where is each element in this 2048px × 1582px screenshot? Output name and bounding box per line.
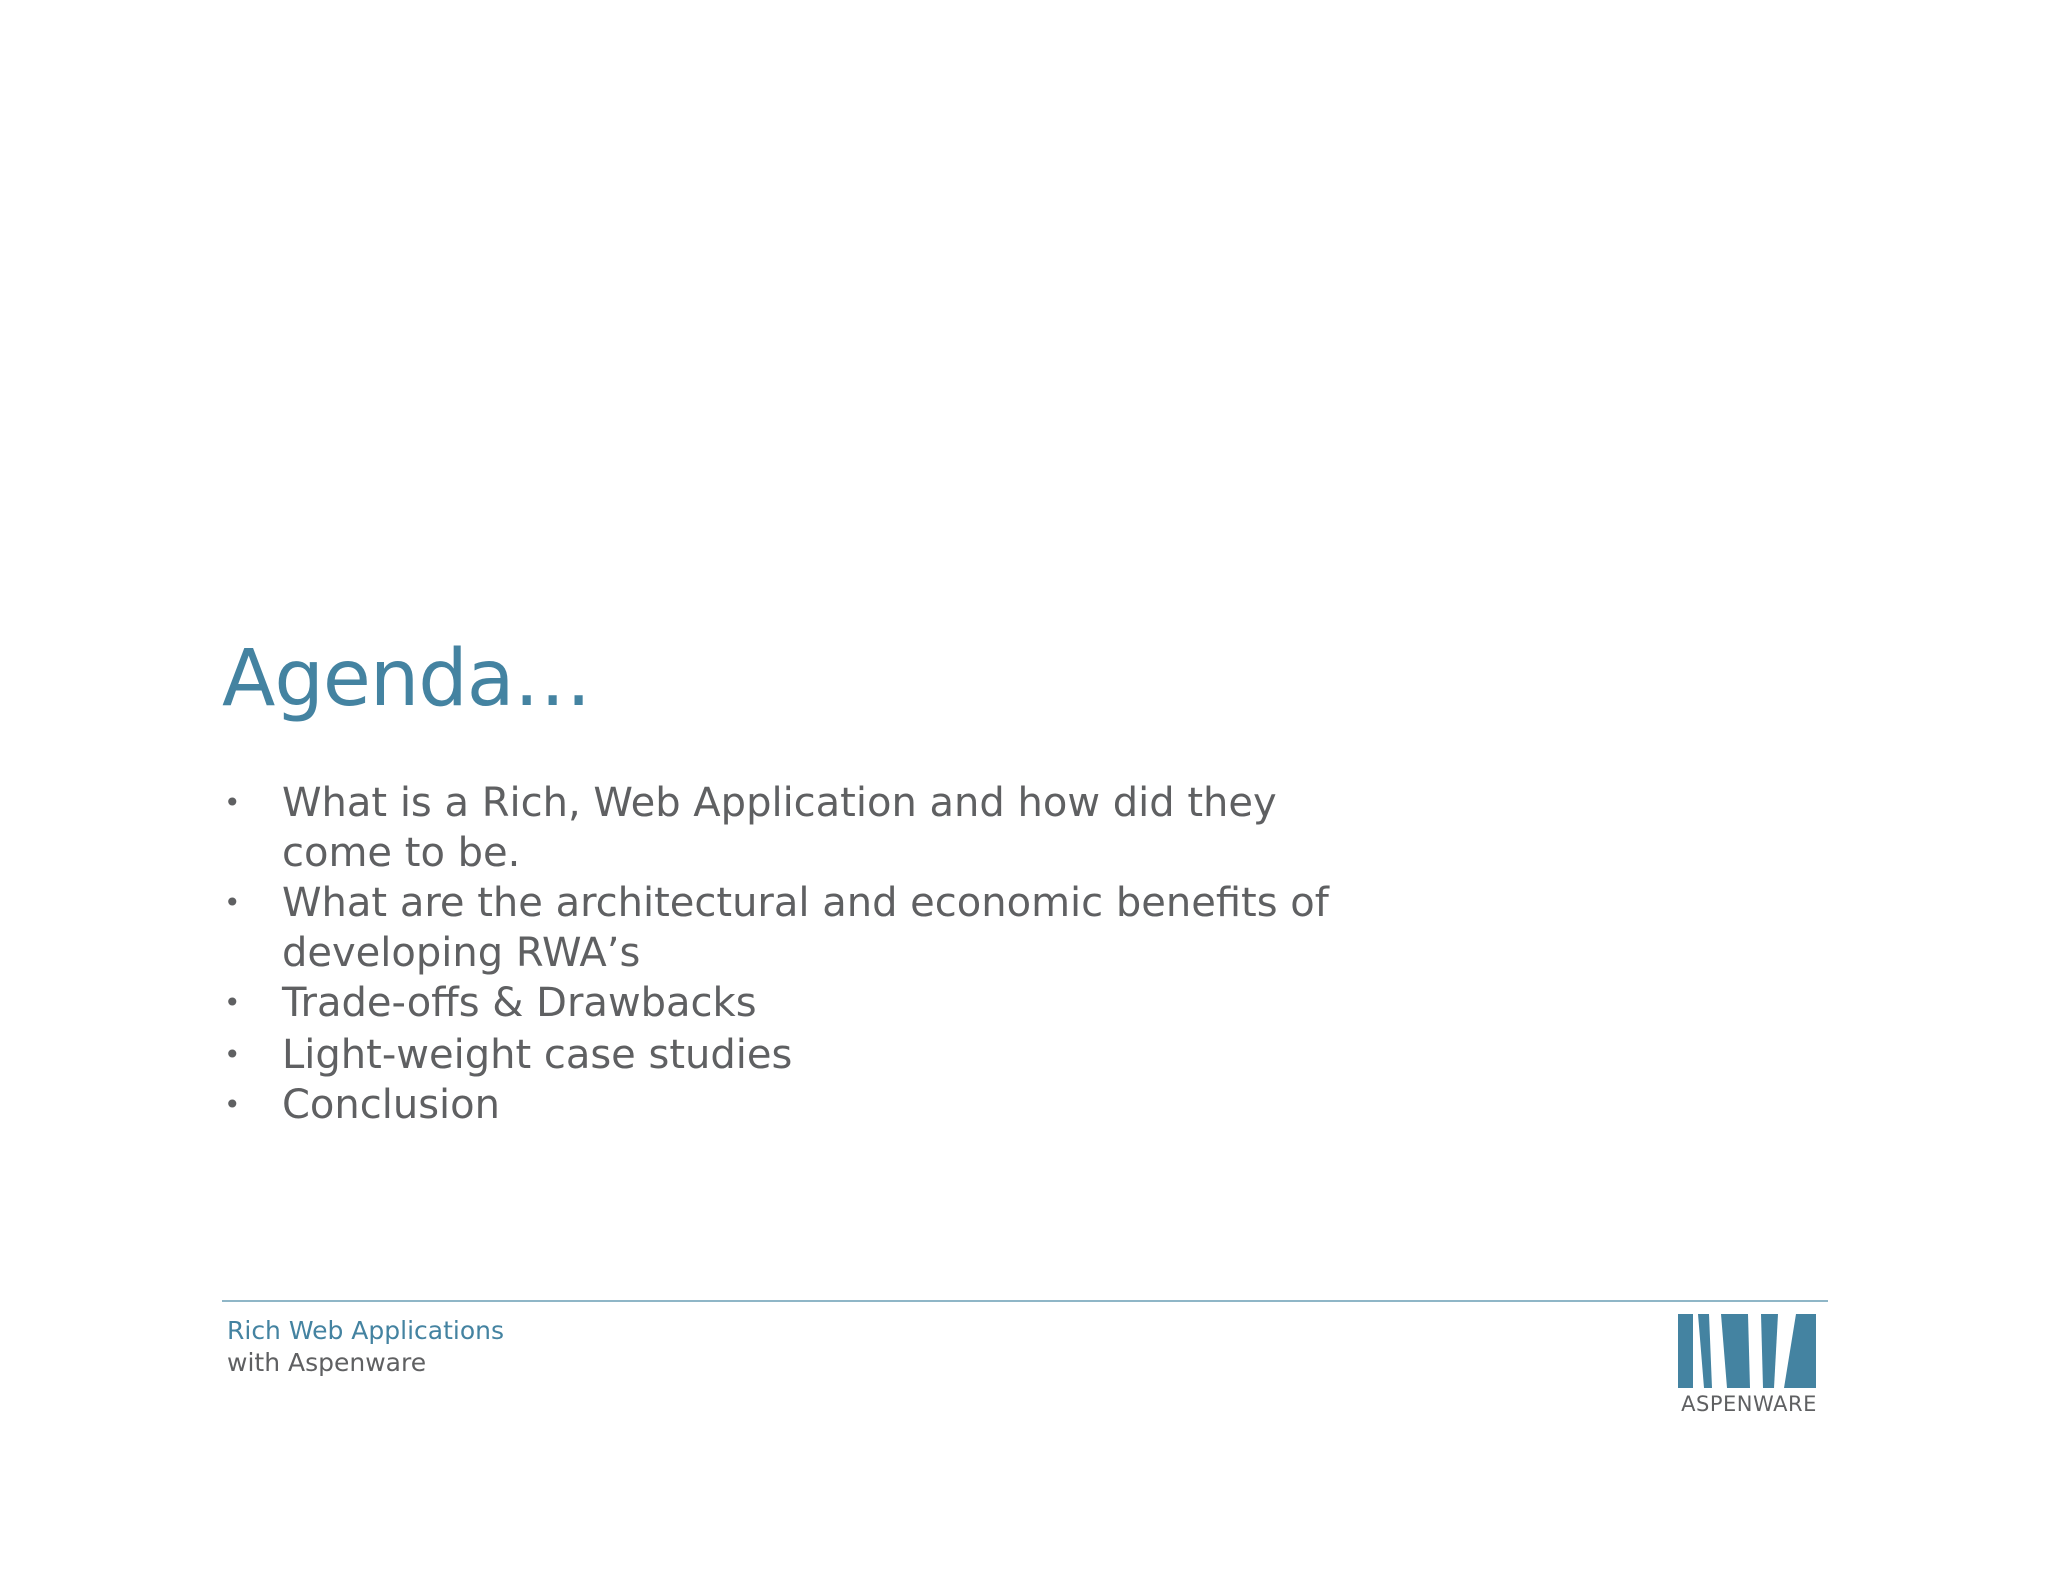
list-item-text: What is a Rich, Web Application and how did they come to be. (282, 780, 1277, 876)
bullet-icon: • (224, 886, 241, 919)
footer-subtitle: with Aspenware (227, 1348, 427, 1377)
list-item (222, 778, 1362, 878)
bullet-icon: • (224, 1038, 241, 1071)
list-item-text: Conclusion (282, 1082, 500, 1128)
aspenware-logo (1676, 1312, 1822, 1416)
list-item-text: Light-weight case studies (282, 1032, 793, 1078)
agenda-list (222, 778, 1362, 1130)
bullet-icon: • (224, 1088, 241, 1121)
logo-wordmark: ASPENWARE (1681, 1392, 1817, 1416)
list-item-text: What are the architectural and economic benefits of developing RWA’s (282, 880, 1329, 976)
list-item (222, 1080, 1362, 1130)
list-item-text: Trade-offs & Drawbacks (282, 980, 757, 1026)
list-item (222, 1030, 1362, 1080)
list-item (222, 978, 1362, 1028)
list-item (222, 878, 1362, 978)
aspenware-logo-icon (1676, 1312, 1822, 1392)
bullet-icon: • (224, 986, 241, 1019)
bullet-icon: • (224, 786, 241, 819)
slide-title: Agenda… (222, 634, 591, 724)
footer-title: Rich Web Applications (227, 1316, 505, 1345)
footer-divider (222, 1300, 1828, 1302)
